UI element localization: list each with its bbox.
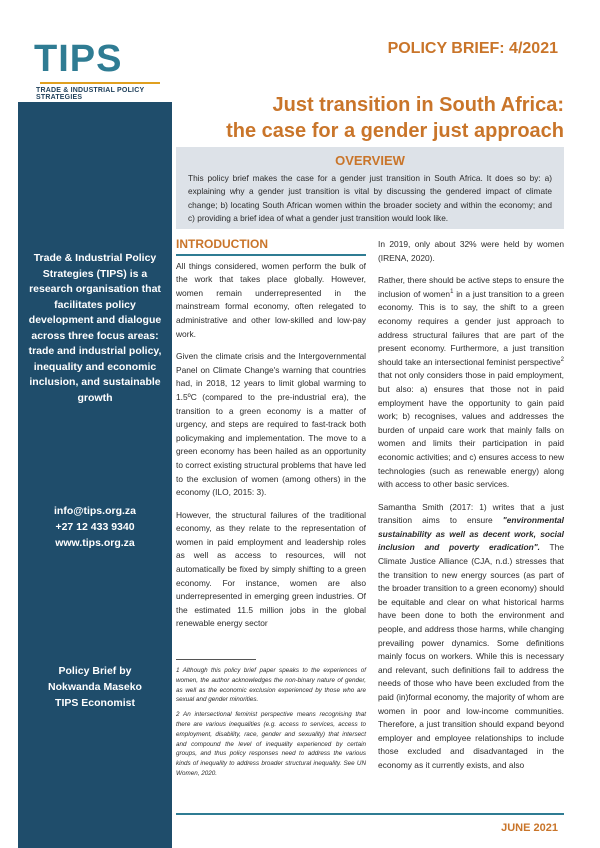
right-column (378, 238, 564, 782)
author-credit-line1: Policy Brief by (58, 665, 132, 677)
footnotes (176, 666, 366, 784)
introduction-heading: INTRODUCTION (176, 237, 268, 251)
logo-subtitle: TRADE & INDUSTRIAL POLICY STRATEGIES (36, 87, 145, 101)
right-paragraph-2-part-a: Rather, there should be active steps to ensure the inclusion of women (378, 275, 564, 299)
sidebar-panel (18, 102, 172, 848)
sidebar (18, 0, 172, 848)
title-line-2: the case for a gender just approach (226, 120, 564, 142)
footnote-2: 2 An intersectional feminist perspective means recognising that there are various inequalities (e.g. access to services, access to employment, disability, race, gender and sexuality) that intersect and compound the level of inequality experienced by certain groups, and thus policy responses need to address the various kinds of inequality to address broader structural inequality. See UN Women, 2020. (176, 711, 366, 777)
right-paragraph-3-part-a: Samantha Smith (2017: 1) writes that a just transition aims to ensure (378, 501, 564, 526)
page-title (200, 92, 564, 144)
right-paragraph-2-part-c: that not only considers those in paid employment, but also: a) ensures that those not in paid employment have the opportunity to gain paid work; b) recognises, values and addresses the burden of unpaid care work that mainly falls on women and limits their participation in paid economic activities; and c) ensures access to new technologies (such as renewable energy) along with access to other basic services. (378, 370, 564, 490)
footer-rule (176, 813, 564, 815)
contact-email[interactable]: info@tips.org.za (54, 505, 136, 517)
logo-wordmark: TIPS (34, 38, 123, 80)
overview-heading: OVERVIEW (335, 153, 405, 168)
introduction-underline (176, 254, 366, 256)
right-paragraph-1: In 2019, only about 32% were held by women (IRENA, 2020). (378, 239, 564, 263)
smith-quote: "environmental sustainability as well as decent work, social inclusion and poverty eradication". (378, 515, 564, 553)
right-paragraph-3 (378, 501, 564, 773)
intro-paragraph-2: Given the climate crisis and the Intergovernmental Panel on Climate Change's warning that countries had, in 2018, 12 years to limit global warming to 1.5ºC (compared to the pre-industrial era), the transition to a green economy is a matter of urgency, and steps are required to fast-track both policymaking and implementation. The move to a green economy has been hailed as an opportunity to correct existing structural problems that have led to the exclusion of women (among others) in the economy (ILO, 2015: 3). (176, 351, 366, 498)
sidebar-about-text: Trade & Industrial Policy Strategies (TIPS) is a research organisation that facilitates policy development and dialogue across three focus areas: trade and industrial policy, inequality and economic inclusion, and sustainable growth (28, 252, 162, 404)
logo-divider (40, 82, 160, 84)
left-column (176, 238, 366, 640)
right-paragraph-3-part-b: The Climate Justice Alliance (CJA, n.d.) stresses that the transition to new energy sources (as part of the broader transition to a green economy) should be equitable and clear on what historical harms have been done to both the environment and people, and address those harms, while changing prevailing power dynamics. Some definitions mainly focus on workers. While this is necessary and relevant, such definitions fail to address the needs of those who have been excluded from the paid (in)formal economy, the majority of whom are women in poor and low-income communities. Therefore, a just transition should expand beyond employer and employee relationships to include those excluded and disadvantaged in the economy as it currently exists, and also (378, 542, 564, 770)
policy-brief-number: POLICY BRIEF: 4/2021 (387, 40, 558, 57)
author-role: TIPS Economist (55, 697, 135, 709)
footnote-ref-2[interactable]: 2 (560, 356, 564, 363)
overview-text: This policy brief makes the case for a gender just transition in South Africa. It does so by: a) explaining why a gender just transition is vital by discussing the gendered impact of climate change; b) locating South African women within the broader society and within the economy; and c) providing a brief idea of what a gender just transition would look like. (188, 173, 552, 223)
intro-paragraph-1: All things considered, women perform the bulk of the work that takes place globally. However, women remain underrepresented in the mainstream formal economy, often relegated to administrative and other low-skilled and low-pay work. (176, 260, 366, 339)
right-paragraph-2 (378, 274, 564, 492)
footnote-divider (176, 659, 256, 660)
overview-box (176, 147, 564, 229)
author-name: Nokwanda Maseko (48, 681, 142, 693)
contact-website[interactable]: www.tips.org.za (55, 537, 135, 549)
footnote-1: 1 Although this policy brief paper speaks to the experiences of women, the author acknowledges the non-binary nature of gender, as well as the economic exclusion experienced by those who are sexual and gender minorities. (176, 667, 366, 704)
tips-logo (18, 0, 172, 100)
title-line-1: Just transition in South Africa: (272, 94, 564, 116)
contact-phone: +27 12 433 9340 (55, 521, 135, 533)
right-paragraph-2-part-b: in a just transition to a green economy. This is to say, the shift to a green economy requires a gender just approach to address structural failures that are part of the present economy. Furthermore, a just transition should take an intersectional feminist perspective (378, 288, 564, 367)
footnote-ref-1[interactable]: 1 (450, 288, 454, 295)
publication-date: JUNE 2021 (501, 822, 558, 834)
intro-paragraph-3: However, the structural failures of the traditional economy, as they relate to the representation of women in paid employment and leadership roles as well as access to resources, will not automatically be fixed by simply shifting to a green economy. For instance, women are also underrepresented in emerging green industries. Of the estimated 11.5 million jobs in the global renewable energy sector (176, 509, 366, 629)
